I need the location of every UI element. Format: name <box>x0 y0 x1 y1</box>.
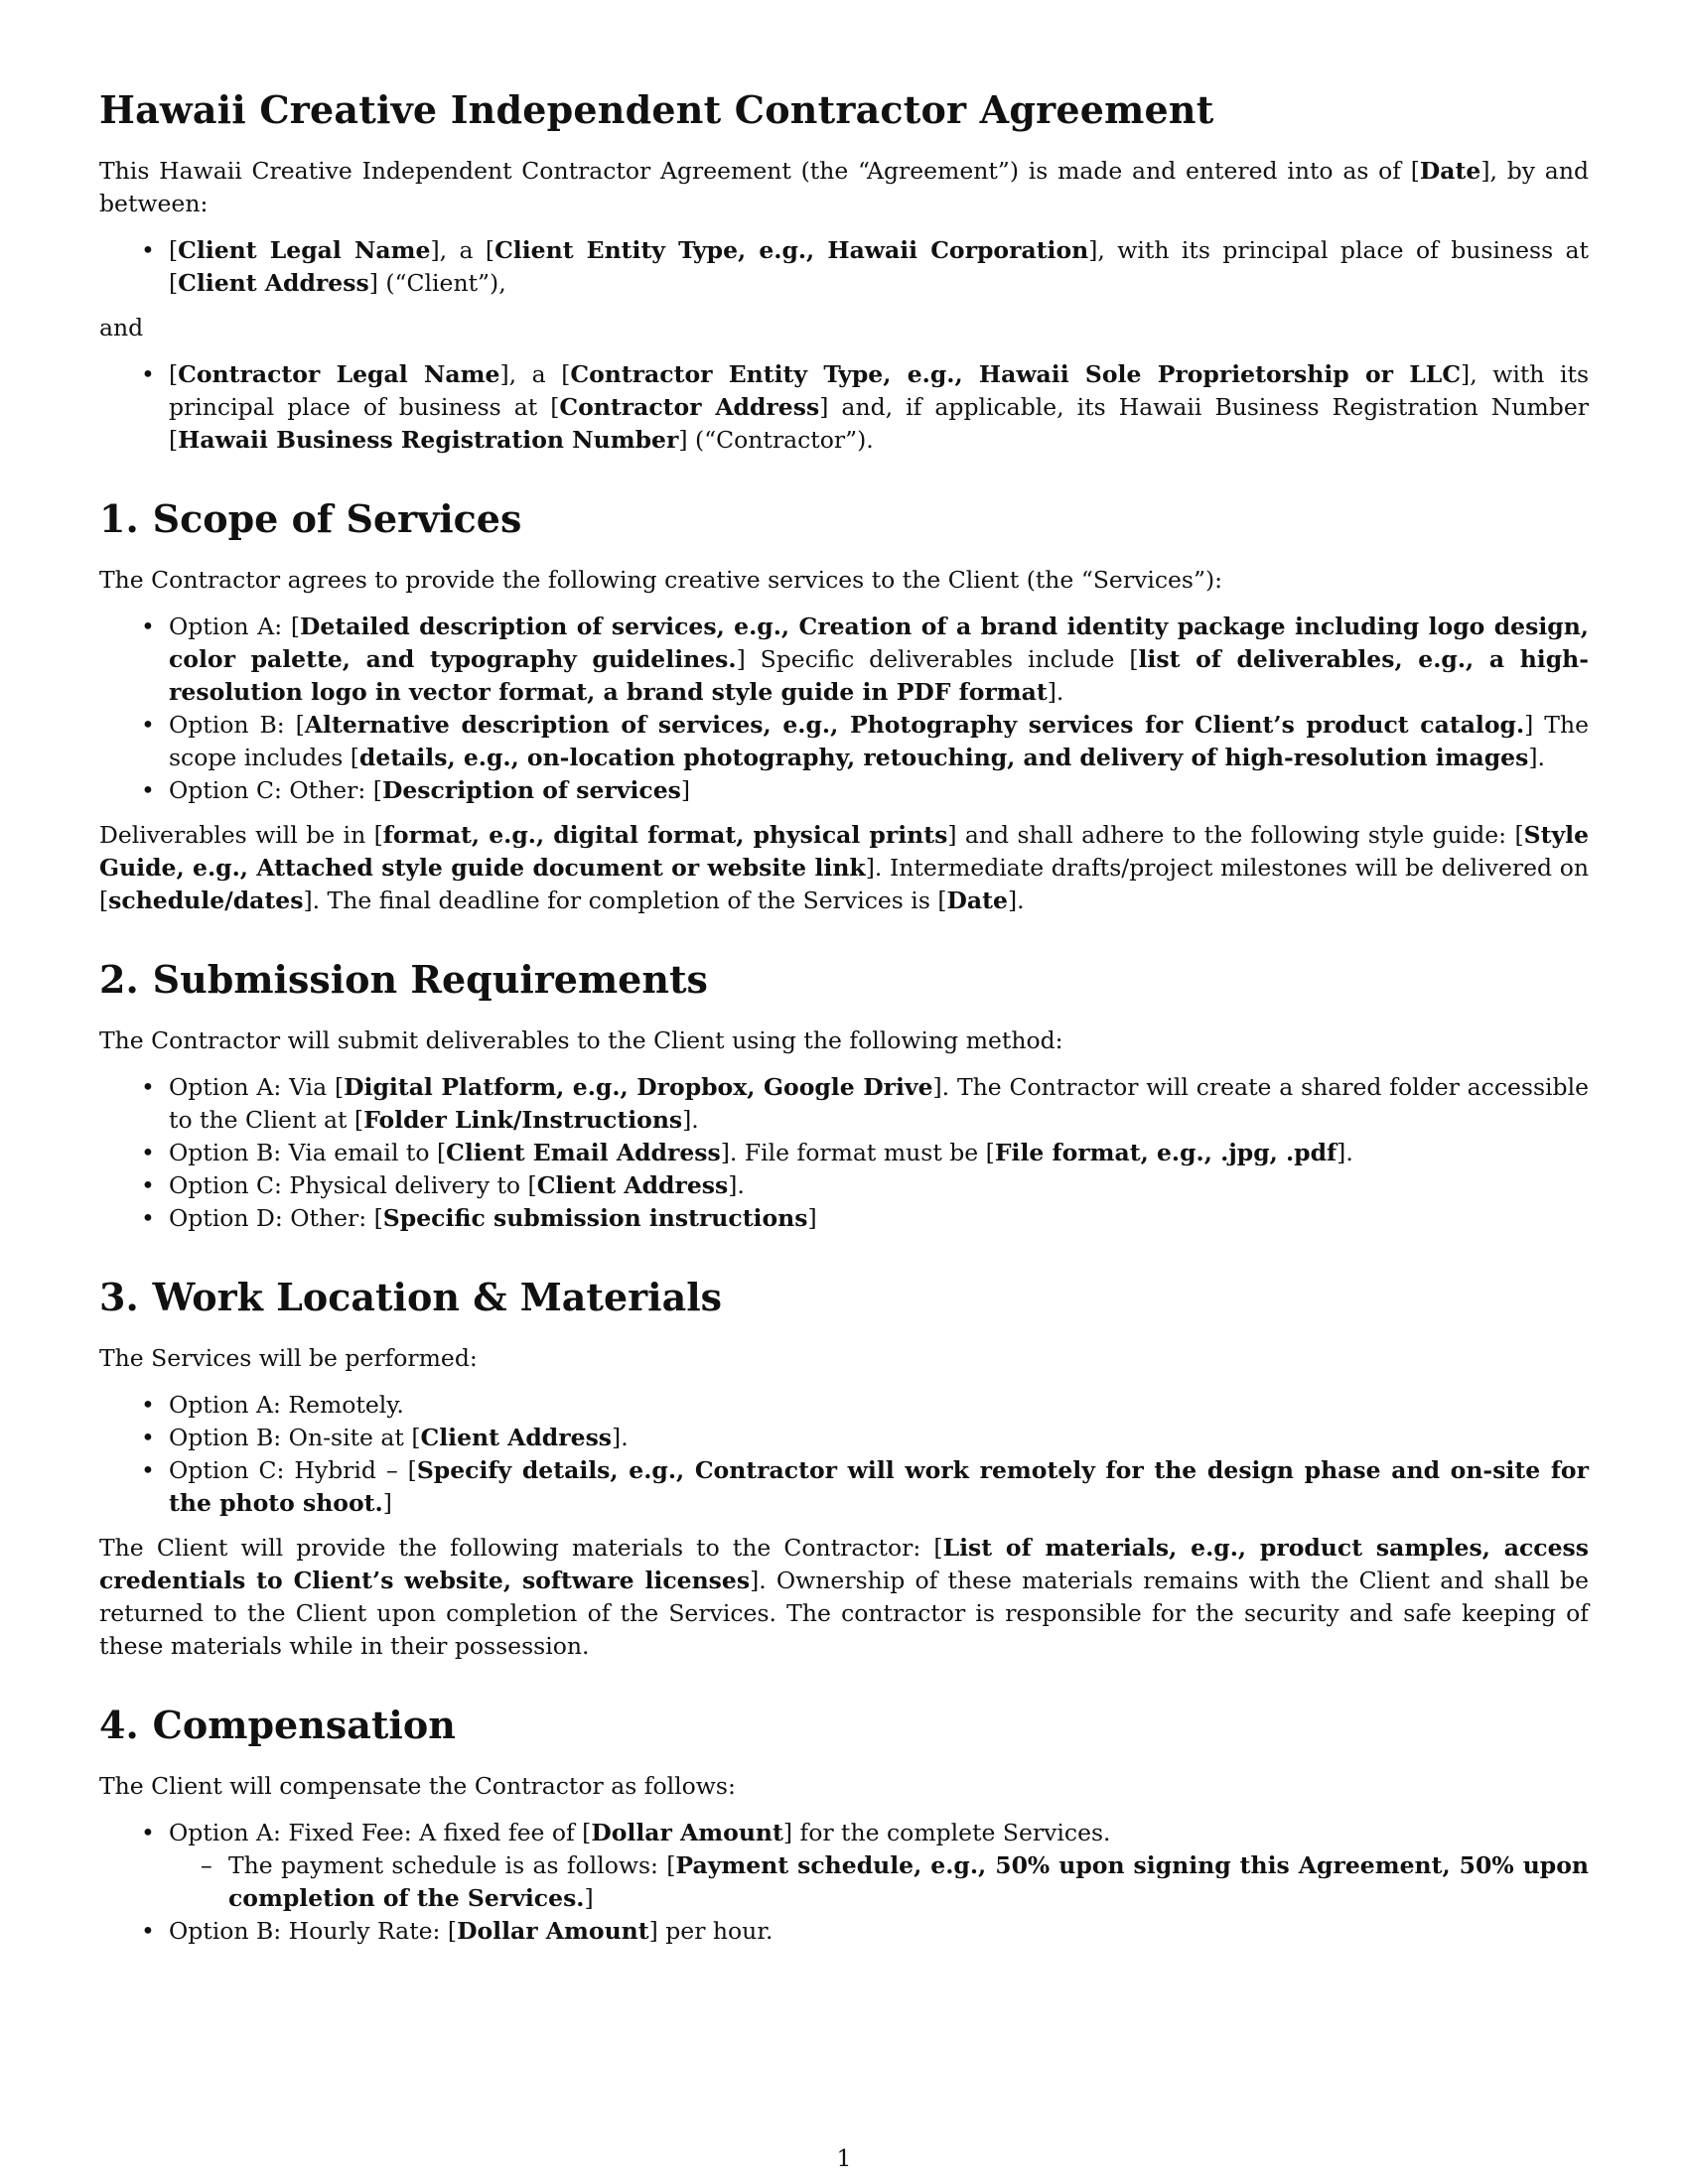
placeholder: Dollar Amount <box>591 1819 783 1846</box>
placeholder: Specify details, e.g., Contractor will work remotely for the design phase and on-site for the photo shoot. <box>169 1456 1589 1517</box>
placeholder: format, e.g., digital format, physical prints <box>382 821 948 849</box>
submission-option-c <box>169 1169 1589 1202</box>
section-heading-scope <box>99 496 1589 542</box>
submission-intro: The Contractor will submit deliverables to the Client using the following method: <box>99 1026 1063 1054</box>
document-title: Hawaii Creative Independent Contractor Agreement <box>99 87 1214 132</box>
deliverables-paragraph <box>99 819 1589 917</box>
placeholder: Description of services <box>381 776 681 804</box>
text: ] <box>584 1884 594 1912</box>
text: ] for the complete Services. <box>782 1819 1111 1846</box>
work-location-option-b <box>169 1422 1589 1454</box>
text: ] per hour. <box>648 1917 774 1945</box>
section-number: 4. <box>99 1703 139 1747</box>
date-placeholder: Date <box>1419 157 1481 185</box>
text: ] The scope includes [ <box>169 711 1589 771</box>
section-title: Scope of Services <box>152 496 522 541</box>
submission-options-list <box>99 1071 1589 1235</box>
placeholder: Style Guide, e.g., Attached style guide document or website link <box>99 821 1590 882</box>
work-location-option-c <box>169 1454 1589 1520</box>
scope-intro: The Contractor agrees to provide the following creative services to the Client (the “Services”): <box>99 566 1223 594</box>
scope-options-list <box>99 611 1589 807</box>
document-page <box>99 77 1589 1960</box>
payment-schedule-item <box>228 1849 1589 1915</box>
text: ] and shall adhere to the following style guide: [ <box>947 821 1524 849</box>
intro-paragraph <box>99 155 1589 220</box>
compensation-option-b <box>169 1915 1589 1948</box>
text: ]. Intermediate drafts/project milestones will be delivered on [ <box>99 854 1589 914</box>
scope-option-c <box>169 774 1589 807</box>
placeholder: Alternative description of services, e.g., Photography services for Client’s product catalog. <box>304 711 1525 739</box>
text: Option D: Other: [ <box>169 1204 383 1232</box>
text: Option A: [ <box>169 613 301 640</box>
text: Deliverables will be in [ <box>99 821 383 849</box>
text: The payment schedule is as follows: [ <box>228 1851 676 1879</box>
and-connector: and <box>99 314 144 341</box>
submission-option-b <box>169 1137 1589 1169</box>
text: ]. File format must be [ <box>720 1139 995 1166</box>
text: ] <box>807 1204 817 1232</box>
section-title: Work Location & Materials <box>152 1275 723 1319</box>
intro-text: This Hawaii Creative Independent Contractor Agreement (the “Agreement”) is made and entered into as of [ <box>99 157 1420 185</box>
text: ] (“Client”), <box>368 269 506 297</box>
text: ] (“Contractor”). <box>678 426 874 454</box>
section-number: 2. <box>99 957 139 1002</box>
section-heading-submission <box>99 957 1589 1003</box>
text: ], a [ <box>430 236 495 264</box>
section-heading-work-location <box>99 1275 1589 1320</box>
registration-number-placeholder: Hawaii Business Registration Number <box>178 426 679 454</box>
client-address-placeholder: Client Address <box>178 269 369 297</box>
placeholder: details, e.g., on-location photography, retouching, and delivery of high-resolution images <box>358 744 1529 771</box>
client-party-list <box>99 234 1589 300</box>
placeholder: Digital Platform, e.g., Dropbox, Google Drive <box>344 1073 933 1101</box>
client-name-placeholder: Client Legal Name <box>178 236 431 264</box>
compensation-intro: The Client will compensate the Contractor as follows: <box>99 1772 736 1800</box>
placeholder: Folder Link/Instructions <box>363 1106 683 1134</box>
text: ] and, if applicable, its Hawaii Business Registration Number [ <box>169 393 1589 454</box>
section-heading-compensation <box>99 1703 1589 1748</box>
section-title: Compensation <box>152 1703 456 1747</box>
text: ], with its principal place of business at [ <box>169 236 1589 297</box>
text: Option A: Via [ <box>169 1073 345 1101</box>
text: Option B: Hourly Rate: [ <box>169 1917 458 1945</box>
text: ], a [ <box>499 360 571 388</box>
text: ]. The final deadline for completion of the Services is [ <box>303 887 947 914</box>
placeholder: schedule/dates <box>108 887 304 914</box>
text: Option A: Fixed Fee: A fixed fee of [ <box>169 1819 592 1846</box>
text: Option B: Via email to [ <box>169 1139 447 1166</box>
work-location-option-a: • Option A: Remotely. <box>169 1389 1589 1422</box>
text: Option C: Other: [ <box>169 776 382 804</box>
text: Option B: [ <box>169 711 305 739</box>
text: ] Specific deliverables include [ <box>736 645 1139 673</box>
client-entity-placeholder: Client Entity Type, e.g., Hawaii Corporation <box>494 236 1089 264</box>
contractor-party-list <box>99 358 1589 457</box>
placeholder: Payment schedule, e.g., 50% upon signing this Agreement, 50% upon completion of the Services. <box>228 1851 1590 1912</box>
contractor-party-item <box>169 358 1589 457</box>
intro-text: ], by and between: <box>99 157 1589 217</box>
text: ]. <box>1336 1139 1353 1166</box>
page-number: 1 <box>836 2144 852 2172</box>
submission-option-d <box>169 1202 1589 1235</box>
placeholder: File format, e.g., .jpg, .pdf <box>994 1139 1337 1166</box>
payment-schedule-list <box>169 1849 1589 1915</box>
materials-paragraph <box>99 1532 1589 1663</box>
section-title: Submission Requirements <box>152 957 708 1002</box>
placeholder: Client Address <box>420 1424 613 1451</box>
scope-option-b <box>169 709 1589 774</box>
text: ]. <box>1528 744 1545 771</box>
client-party-item <box>169 234 1589 300</box>
text: The Client will provide the following materials to the Contractor: [ <box>99 1534 943 1562</box>
work-location-intro: The Services will be performed: <box>99 1344 478 1372</box>
placeholder: Client Address <box>536 1171 729 1199</box>
placeholder: Dollar Amount <box>457 1917 649 1945</box>
text: [ <box>169 360 179 388</box>
compensation-options-list <box>99 1817 1589 1948</box>
text: Option C: Hybrid – [ <box>169 1456 417 1484</box>
submission-option-a <box>169 1071 1589 1137</box>
placeholder: Detailed description of services, e.g., Creation of a brand identity package including logo design, color palette, and typography guidelines. <box>169 613 1589 673</box>
placeholder: list of deliverables, e.g., a high-resolution logo in vector format, a brand style guide in PDF format <box>169 645 1589 706</box>
contractor-name-placeholder: Contractor Legal Name <box>178 360 500 388</box>
text: Option B: On-site at [ <box>169 1424 421 1451</box>
placeholder: Date <box>946 887 1008 914</box>
text: Option C: Physical delivery to [ <box>169 1171 537 1199</box>
text: ] <box>680 776 691 804</box>
placeholder: Specific submission instructions <box>382 1204 808 1232</box>
text: ]. The Contractor will create a shared folder accessible to the Client at [ <box>169 1073 1589 1134</box>
contractor-entity-placeholder: Contractor Entity Type, e.g., Hawaii Sole Proprietorship or LLC <box>570 360 1462 388</box>
text: ]. Ownership of these materials remains with the Client and shall be returned to the Client upon completion of the Services. The contractor is responsible for the security and safe keeping of these materials while in their possession. <box>99 1567 1590 1660</box>
text: ], with its principal place of business at [ <box>169 360 1590 421</box>
compensation-option-a <box>169 1817 1589 1915</box>
scope-option-a <box>169 611 1589 709</box>
text: ]. <box>1007 887 1025 914</box>
work-location-options-list <box>99 1389 1589 1520</box>
text: ]. <box>1047 678 1064 706</box>
text: [ <box>169 236 179 264</box>
placeholder: List of materials, e.g., product samples, access credentials to Client’s website, software licenses <box>99 1534 1590 1594</box>
section-number: 1. <box>99 496 139 541</box>
section-number: 3. <box>99 1275 139 1319</box>
text: ]. <box>728 1171 745 1199</box>
text: ]. <box>612 1424 629 1451</box>
placeholder: Client Email Address <box>446 1139 721 1166</box>
text: ]. <box>682 1106 699 1134</box>
text: ] <box>382 1489 392 1517</box>
contractor-address-placeholder: Contractor Address <box>559 393 820 421</box>
